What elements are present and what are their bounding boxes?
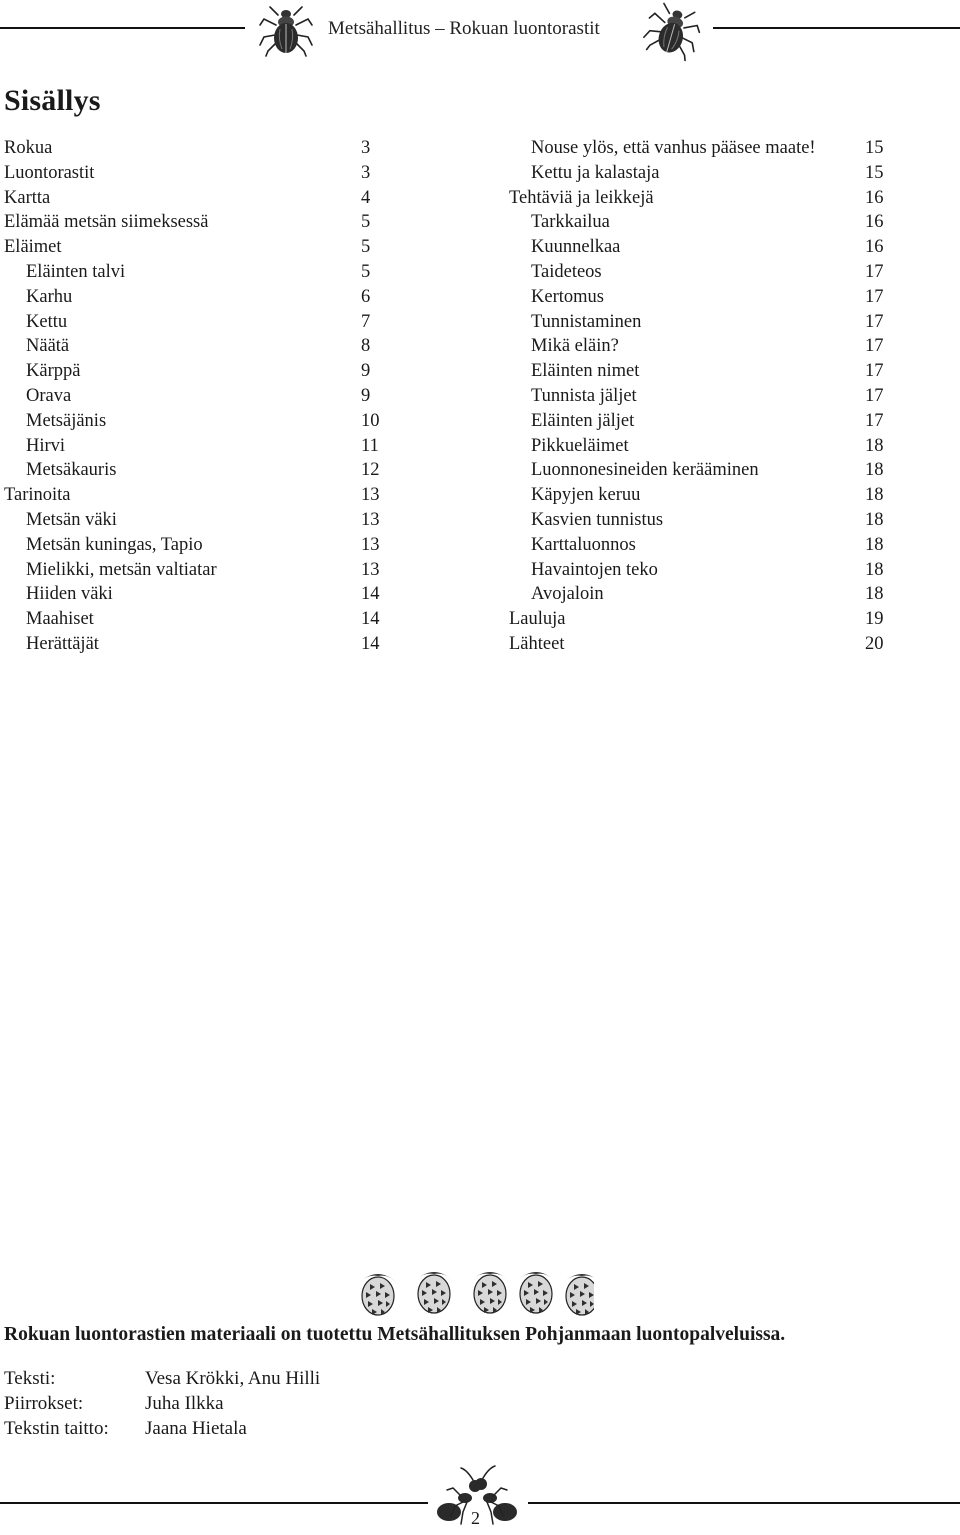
toc-entry xyxy=(4,285,384,310)
toc-entry xyxy=(509,582,899,607)
toc-entry xyxy=(509,210,899,235)
toc-entry-title: Tehtäviä ja leikkejä xyxy=(509,187,654,208)
beetle-icon xyxy=(258,3,314,57)
toc-entry-page: 14 xyxy=(361,609,380,630)
toc-entry-page: 9 xyxy=(361,361,371,382)
toc-entry-page: 8 xyxy=(361,336,371,357)
toc-entry xyxy=(509,558,899,583)
toc-right-column xyxy=(509,136,899,657)
toc-entry-page: 17 xyxy=(865,311,884,332)
toc-entry-title: Lauluja xyxy=(509,609,566,630)
toc-entry-page: 18 xyxy=(865,584,884,605)
toc-entry xyxy=(4,582,384,607)
header-rule-left xyxy=(0,27,245,29)
toc-entry-page: 16 xyxy=(865,237,884,258)
footer-rule-left xyxy=(0,1502,428,1504)
toc-entry-title: Hirvi xyxy=(26,435,66,456)
toc-entry-title: Kasvien tunnistus xyxy=(531,509,664,530)
toc-entry-page: 16 xyxy=(865,187,884,208)
toc-entry-title: Tarkkailua xyxy=(531,212,610,233)
toc-entry-title: Pikkueläimet xyxy=(531,435,629,456)
toc-entry-page: 17 xyxy=(865,336,884,357)
toc-entry-title: Luonnonesineiden kerääminen xyxy=(531,460,759,481)
toc-entry-title: Näätä xyxy=(26,336,70,357)
toc-entry xyxy=(4,235,384,260)
toc-entry-page: 5 xyxy=(361,212,371,233)
toc-entry xyxy=(509,359,899,384)
toc-entry-page: 5 xyxy=(361,237,371,258)
toc-entry xyxy=(4,508,384,533)
toc-entry-title: Kettu xyxy=(26,311,68,332)
toc-entry xyxy=(4,260,384,285)
toc-entry-title: Kettu ja kalastaja xyxy=(531,162,660,183)
toc-entry xyxy=(4,334,384,359)
toc-entry xyxy=(4,161,384,186)
toc-entry-page: 18 xyxy=(865,559,884,580)
toc-entry-title: Metsäkauris xyxy=(26,460,117,481)
toc-entry-title: Kartta xyxy=(4,187,51,208)
toc-entry xyxy=(4,434,384,459)
toc-entry-title: Metsän kuningas, Tapio xyxy=(26,534,203,555)
toc-entry-page: 9 xyxy=(361,385,371,406)
toc-entry-title: Orava xyxy=(26,385,72,406)
toc-entry-title: Kärppä xyxy=(26,361,81,382)
toc-entry xyxy=(4,533,384,558)
toc-entry-page: 13 xyxy=(361,559,380,580)
footer-rule-right xyxy=(528,1502,960,1504)
toc-entry-title: Herättäjät xyxy=(26,633,99,654)
toc-entry xyxy=(4,607,384,632)
toc-entry-title: Tarinoita xyxy=(4,485,71,506)
toc-entry-title: Taideteos xyxy=(531,261,602,282)
toc-entry-page: 11 xyxy=(361,435,379,456)
toc-entry-page: 17 xyxy=(865,410,884,431)
toc-entry xyxy=(509,235,899,260)
toc-entry-title: Elämää metsän siimeksessä xyxy=(4,212,209,233)
toc-entry-page: 18 xyxy=(865,435,884,456)
toc-entry-page: 5 xyxy=(361,261,371,282)
toc-entry-page: 13 xyxy=(361,485,380,506)
toc-entry-title: Metsän väki xyxy=(26,509,117,530)
toc-entry-page: 6 xyxy=(361,286,371,307)
toc-entry xyxy=(509,409,899,434)
toc-entry-title: Käpyjen keruu xyxy=(531,485,641,506)
toc-entry xyxy=(509,607,899,632)
toc-entry-page: 14 xyxy=(361,584,380,605)
toc-entry xyxy=(509,632,899,657)
toc-entry-page: 17 xyxy=(865,261,884,282)
toc-entry-title: Nouse ylös, että vanhus pääsee maate! xyxy=(531,138,816,158)
toc-entry-title: Eläinten talvi xyxy=(26,261,126,282)
toc-entry-title: Maahiset xyxy=(26,609,94,630)
toc-entry-title: Metsäjänis xyxy=(26,410,107,431)
toc-entry-title: Hiiden väki xyxy=(26,584,113,605)
toc-entry xyxy=(509,310,899,335)
toc-entry-page: 18 xyxy=(865,460,884,481)
toc-entry xyxy=(4,210,384,235)
toc-entry xyxy=(4,458,384,483)
header-rule-right xyxy=(713,27,960,29)
toc-entry-page: 19 xyxy=(865,609,884,630)
toc-entry xyxy=(509,458,899,483)
toc-entry-page: 3 xyxy=(361,162,371,183)
toc-entry-page: 10 xyxy=(361,410,380,431)
toc-entry xyxy=(4,186,384,211)
toc-entry-page: 13 xyxy=(361,509,380,530)
toc-entry-page: 20 xyxy=(865,633,884,654)
toc-entry-title: Karhu xyxy=(26,286,73,307)
toc-entry-title: Tunnistaminen xyxy=(531,311,642,332)
toc-entry-page: 7 xyxy=(361,311,371,332)
toc-entry-page: 16 xyxy=(865,212,884,233)
toc-left-column xyxy=(4,136,384,657)
toc-entry-page: 18 xyxy=(865,509,884,530)
toc-entry xyxy=(4,632,384,657)
toc-entry-page: 12 xyxy=(361,460,380,481)
toc-entry-page: 4 xyxy=(361,187,371,208)
toc-entry xyxy=(509,508,899,533)
toc-entry-title: Eläinten jäljet xyxy=(531,410,635,431)
toc-entry-title: Eläinten nimet xyxy=(531,361,640,382)
toc-entry xyxy=(509,161,899,186)
toc-entry xyxy=(4,136,384,161)
toc-entry-title: Avojaloin xyxy=(531,584,604,605)
toc-entry xyxy=(509,533,899,558)
toc-entry-page: 17 xyxy=(865,385,884,406)
toc-entry-page: 13 xyxy=(361,534,380,555)
toc-entry-page: 3 xyxy=(361,138,371,158)
toc-entry xyxy=(4,384,384,409)
toc-entry-page: 17 xyxy=(865,286,884,307)
toc-entry-page: 15 xyxy=(865,138,884,158)
toc-entry-title: Lähteet xyxy=(509,633,565,654)
beetle-icon xyxy=(639,0,708,64)
toc-entry-title: Mielikki, metsän valtiatar xyxy=(26,559,217,580)
toc-entry xyxy=(509,285,899,310)
toc-entry-title: Eläimet xyxy=(4,237,62,258)
toc-entry xyxy=(4,310,384,335)
credit-names: Juha Ilkka xyxy=(145,1393,224,1414)
toc-entry xyxy=(4,558,384,583)
toc-entry-page: 15 xyxy=(865,162,884,183)
toc-entry-title: Kertomus xyxy=(531,286,604,307)
credit-role: Tekstin taitto: xyxy=(4,1418,109,1439)
toc-entry-page: 18 xyxy=(865,485,884,506)
toc-entry xyxy=(509,384,899,409)
toc-entry-title: Mikä eläin? xyxy=(531,336,619,357)
credit-role: Piirrokset: xyxy=(4,1393,84,1414)
toc-entry xyxy=(4,483,384,508)
toc-entry-page: 18 xyxy=(865,534,884,555)
header-title: Metsähallitus – Rokuan luontorastit xyxy=(328,18,600,39)
toc-entry-title: Luontorastit xyxy=(4,162,95,183)
page-title: Sisällys xyxy=(4,84,101,117)
toc-entry-title: Havaintojen teko xyxy=(531,559,658,580)
toc-entry xyxy=(509,434,899,459)
toc-entry xyxy=(509,186,899,211)
toc-entry xyxy=(509,334,899,359)
toc-entry-title: Rokua xyxy=(4,138,53,158)
toc-entry xyxy=(509,260,899,285)
toc-entry xyxy=(4,359,384,384)
toc-entry-title: Kuunnelkaa xyxy=(531,237,621,258)
credit-names: Vesa Krökki, Anu Hilli xyxy=(145,1368,321,1389)
toc-entry-title: Karttaluonnos xyxy=(531,534,636,555)
toc-entry-page: 17 xyxy=(865,361,884,382)
toc-entry-page: 14 xyxy=(361,633,380,654)
toc-entry xyxy=(509,483,899,508)
credit-names: Jaana Hietala xyxy=(145,1418,247,1439)
credit-role: Teksti: xyxy=(4,1368,56,1389)
toc-entry xyxy=(4,409,384,434)
production-statement: Rokuan luontorastien materiaali on tuotettu Metsähallituksen Pohjanmaan luontopalveluissa. xyxy=(4,1324,786,1345)
pine-cone-icon xyxy=(354,1266,594,1320)
toc-entry xyxy=(509,136,899,161)
page-number: 2 xyxy=(471,1508,480,1528)
toc-entry-title: Tunnista jäljet xyxy=(531,385,637,406)
